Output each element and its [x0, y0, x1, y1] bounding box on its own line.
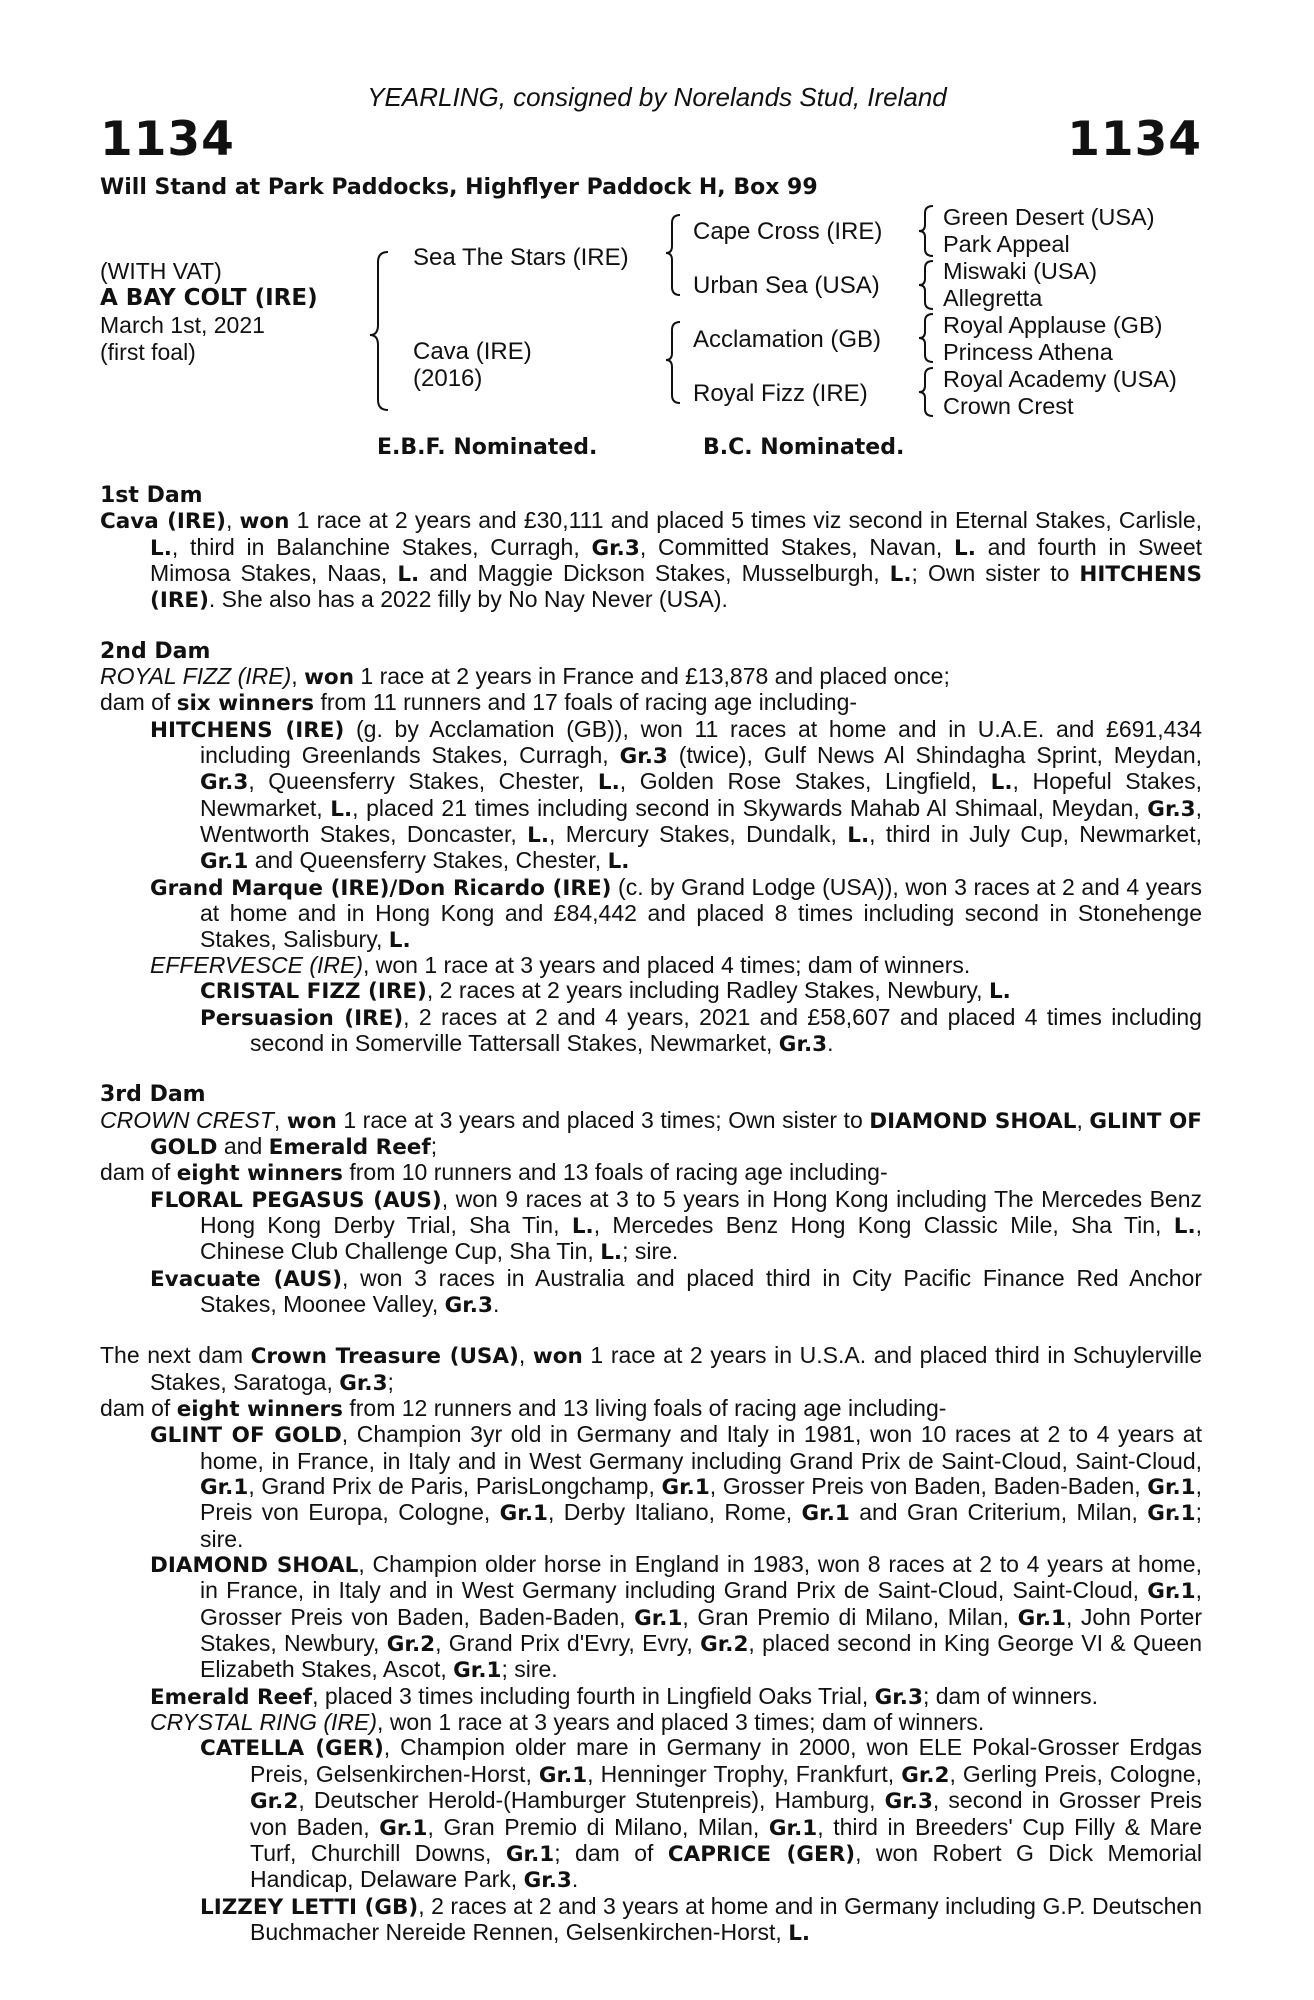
gen3-7: Royal Academy (USA) [943, 366, 1177, 392]
foaling-date: March 1st, 2021 [100, 312, 265, 338]
brace-dam [666, 322, 680, 403]
brace-g3b [919, 261, 933, 309]
dam-sire-name: Acclamation (GB) [693, 326, 882, 353]
produce-effervesce: EFFERVESCE (IRE), won 1 race at 3 years and placed 4 times; dam of winners. [150, 951, 971, 978]
consignment-line: YEARLING, consigned by Norelands Stud, Ireland [367, 82, 947, 112]
stand-info: Will Stand at Park Paddocks, Highflyer Paddock H, Box 99 [100, 175, 818, 200]
produce-persuasion: Persuasion (IRE), 2 races at 2 and 4 years, 2021 and £58,607 and placed 4 times including second in Somerville Tattersall Stakes, Newmarket, Gr.3. [200, 1003, 1202, 1057]
first-dam-heading: 1st Dam [100, 483, 203, 508]
brace-g3d [919, 368, 933, 416]
produce-floral-pegasus: FLORAL PEGASUS (AUS), won 9 races at 3 to 5 years in Hong Kong including The Mercedes Benz Hong Kong Derby Trial, Sha Tin, L., Mercedes Benz Hong Kong Classic Mile, Sha Tin, L., Chinese Club Challenge Cup, Sha Tin, L.; sire. [150, 1185, 1203, 1266]
gen3-5: Royal Applause (GB) [943, 312, 1163, 338]
third-dam-record: CROWN CREST, won 1 race at 3 years and placed 3 times; Own sister to DIAMOND SHOAL, GLINT OF GOLD and Emerald Reef; [100, 1106, 1202, 1160]
dam-name: Cava (IRE) [413, 338, 532, 365]
produce-cristal-fizz: CRISTAL FIZZ (IRE), 2 races at 2 years including Radley Stakes, Newbury, L. [200, 977, 1011, 1005]
first-dam-record: Cava (IRE), won 1 race at 2 years and £30,111 and placed 5 times viz second in Eternal Stakes, Carlisle, L., third in Balanchine Stakes, Curragh, Gr.3, Committed Stakes, Navan, L. and fourth in Sweet Mimosa Stakes, Naas, L. and Maggie Dickson Stakes, Musselburgh, L.; Own sister to HITCHENS (IRE). She also has a 2022 filly by No Nay Never (USA). [100, 507, 1203, 614]
gen3-3: Miswaki (USA) [943, 258, 1098, 284]
dam-dam-name: Royal Fizz (IRE) [693, 380, 868, 407]
second-dam-heading: 2nd Dam [100, 638, 211, 664]
gen3-8: Crown Crest [943, 393, 1074, 419]
brace-gen1 [370, 252, 388, 410]
gen3-6: Princess Athena [943, 339, 1113, 365]
gen3-2: Park Appeal [943, 231, 1070, 257]
produce-hitchens: HITCHENS (IRE) (g. by Acclamation (GB)), won 11 races at home and in U.A.E. and £691,434 including Greenlands Stakes, Curragh, Gr.3 (twice), Gulf News Al Shindagha Sprint, Meydan, Gr.3, Queensferry Stakes, Chester, L., Golden Rose Stakes, Lingfield, L., Hopeful Stakes, Newmarket, L., placed 21 times including second in Skywards Mahab Al Shimaal, Meydan, Gr.3, Wentworth Stakes, Doncaster, L., Mercury Stakes, Dundalk, L., third in July Cup, Newmarket, Gr.1 and Queensferry Stakes, Chester, L. [150, 715, 1202, 875]
foal-note: (first foal) [100, 339, 196, 365]
ebf-nomination: E.B.F. Nominated. [377, 435, 598, 460]
second-dam-produce: dam of six winners from 11 runners and 17 foals of racing age including- [100, 689, 858, 717]
brace-g3c [919, 314, 933, 362]
horse-name: A BAY COLT (IRE) [100, 285, 318, 311]
lot-number-left: 1134 [100, 112, 235, 167]
produce-grand-marque: Grand Marque (IRE)/Don Ricardo (IRE) (c. by Grand Lodge (USA)), won 3 races at 2 and 4 years at home and in Hong Kong and £84,442 and placed 8 times including second in Stonehenge Stakes, Salisbury, L. [150, 873, 1202, 953]
produce-catella: CATELLA (GER), Champion older mare in Germany in 2000, won ELE Pokal-Grosser Erdgas Preis, Gelsenkirchen-Horst, Gr.1, Henninger Trophy, Frankfurt, Gr.2, Gerling Preis, Cologne, Gr.2, Deutscher Herold-(Hamburger Stutenpreis), Hamburg, Gr.3, second in Grosser Preis von Baden, Gr.1, Gran Premio di Milano, Milan, Gr.1, third in Breeders' Cup Filly & Mare Turf, Churchill Downs, Gr.1; dam of CAPRICE (GER), won Robert G Dick Memorial Handicap, Delaware Park, Gr.3. [200, 1734, 1203, 1894]
next-dam-record: The next dam Crown Treasure (USA), won 1 race at 2 years in U.S.A. and placed third in Schuylerville Stakes, Saratoga, Gr.3; [100, 1342, 1203, 1396]
dam-year: (2016) [413, 365, 483, 392]
second-dam-record: ROYAL FIZZ (IRE), won 1 race at 2 years in France and £13,878 and placed once; [100, 663, 950, 691]
brace-sire [666, 215, 680, 295]
gen3-1: Green Desert (USA) [943, 204, 1155, 230]
brace-g3a [919, 206, 933, 256]
bc-nomination: B.C. Nominated. [703, 435, 905, 460]
produce-glint-of-gold: GLINT OF GOLD, Champion 3yr old in Germany and Italy in 1981, won 10 races at 2 to 4 years at home, in France, in Italy and in West Germany including Grand Prix de Saint-Cloud, Saint-Cloud, Gr.1, Grand Prix de Paris, ParisLongchamp, Gr.1, Grosser Preis von Baden, Baden-Baden, Gr.1, Preis von Europa, Cologne, Gr.1, Derby Italiano, Rome, Gr.1 and Gran Criterium, Milan, Gr.1; sire. [150, 1421, 1202, 1552]
vat-note: (WITH VAT) [100, 258, 222, 284]
produce-crystal-ring: CRYSTAL RING (IRE), won 1 race at 3 years and placed 3 times; dam of winners. [150, 1709, 985, 1736]
produce-lizzey-letti: LIZZEY LETTI (GB), 2 races at 2 and 3 years at home and in Germany including G.P. Deutschen Buchmacher Nereide Rennen, Gelsenkirchen-Horst, L. [200, 1892, 1202, 1946]
produce-evacuate: Evacuate (AUS), won 3 races in Australia and placed third in City Pacific Finance Red Anchor Stakes, Moonee Valley, Gr.3. [150, 1264, 1202, 1318]
produce-diamond-shoal: DIAMOND SHOAL, Champion older horse in England in 1983, won 8 races at 2 to 4 years at home, in France, in Italy and in West Germany including Grand Prix de Saint-Cloud, Saint-Cloud, Gr.1, Grosser Preis von Baden, Baden-Baden, Gr.1, Gran Premio di Milano, Milan, Gr.1, John Porter Stakes, Newbury, Gr.2, Grand Prix d'Evry, Evry, Gr.2, placed second in King George VI & Queen Elizabeth Stakes, Ascot, Gr.1; sire. [150, 1551, 1203, 1684]
gen3-4: Allegretta [943, 285, 1043, 311]
lot-number-right: 1134 [1067, 112, 1202, 167]
third-dam-produce: dam of eight winners from 10 runners and 13 foals of racing age including- [100, 1159, 888, 1187]
sire-dam-name: Urban Sea (USA) [693, 272, 880, 299]
sire-name: Sea The Stars (IRE) [413, 244, 629, 271]
third-dam-heading: 3rd Dam [100, 1082, 206, 1108]
sire-sire-name: Cape Cross (IRE) [693, 218, 883, 245]
next-dam-produce: dam of eight winners from 12 runners and 13 living foals of racing age including- [100, 1395, 947, 1422]
produce-emerald-reef: Emerald Reef, placed 3 times including fourth in Lingfield Oaks Trial, Gr.3; dam of winners. [150, 1682, 1099, 1710]
produce-record [100, 483, 1202, 1946]
